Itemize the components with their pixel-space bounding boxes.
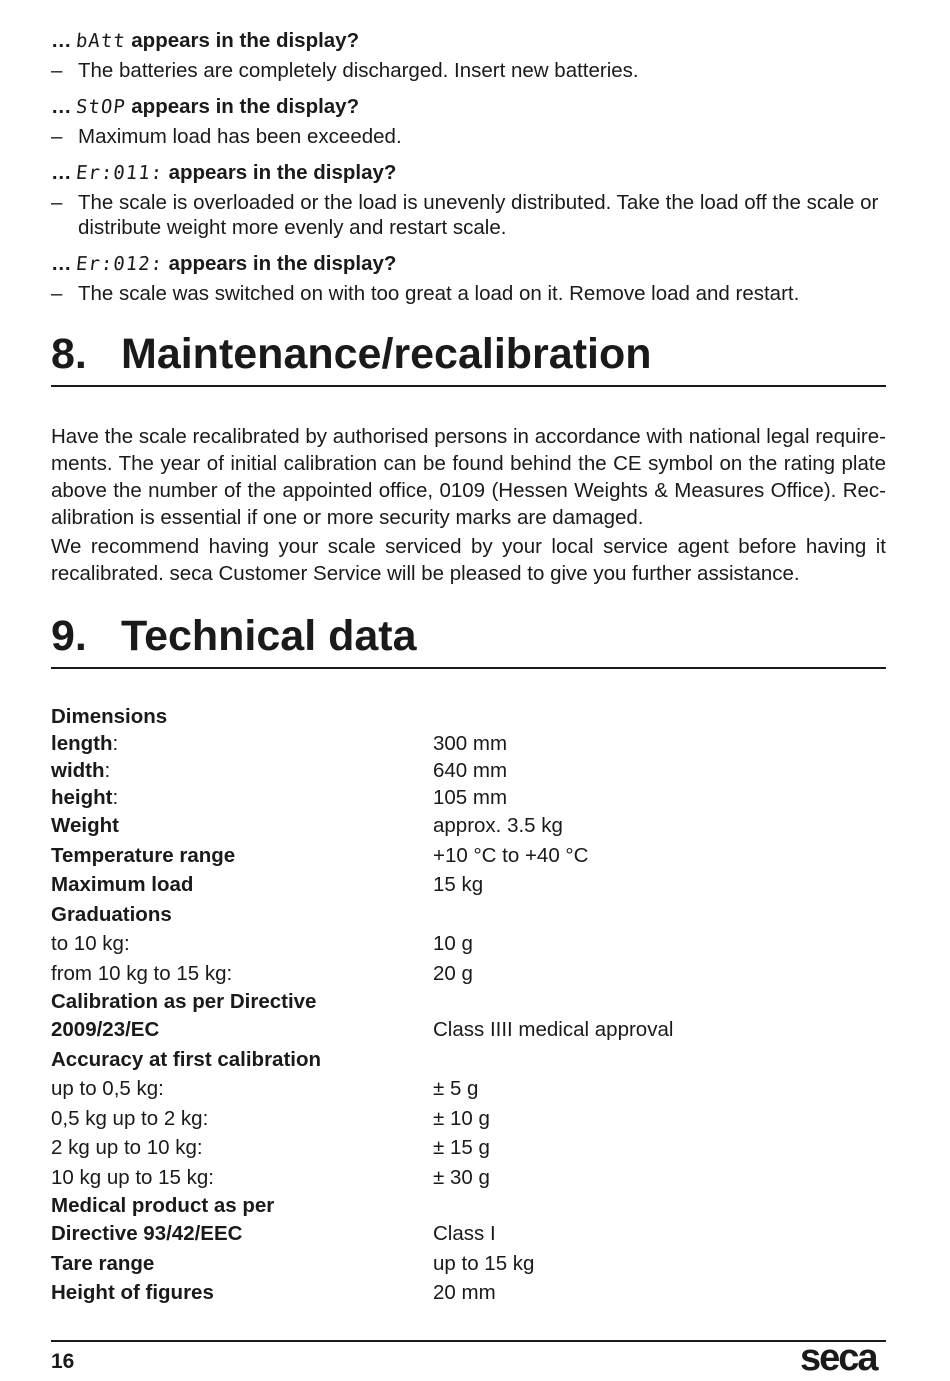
- table-row: from 10 kg to 15 kg: 20 g: [51, 961, 473, 985]
- trouble-question-batt: … bAtt appears in the display?: [51, 29, 360, 52]
- table-row: Tare range up to 15 kg: [51, 1251, 535, 1275]
- table-row: Dimensions: [51, 705, 168, 728]
- section-9-heading: 9. Technical data: [51, 612, 417, 660]
- table-row: Calibration as per Directive: [51, 990, 317, 1013]
- table-row: Medical product as per: [51, 1194, 275, 1217]
- section-8-paragraph-2: We recommend having your scale serviced by your local service agent before having it recalibrated. seca Customer Service will be pleased to give you further assistance.: [51, 535, 886, 585]
- table-row: height: 105 mm: [51, 786, 508, 809]
- table-row: Graduations: [51, 902, 172, 926]
- section-9-rule: [51, 667, 886, 669]
- technical-data-table: [51, 703, 886, 1308]
- table-row: Weight approx. 3.5 kg: [51, 814, 563, 837]
- table-row: to 10 kg: 10 g: [51, 932, 473, 955]
- table-row: Directive 93/42/EEC Class I: [51, 1222, 496, 1245]
- trouble-answer-stop: – Maximum load has been exceeded.: [51, 125, 402, 148]
- table-row: Accuracy at first calibration: [51, 1047, 322, 1071]
- table-row: length: 300 mm: [51, 732, 508, 755]
- table-row: 2 kg up to 10 kg: ± 15 g: [51, 1136, 490, 1159]
- table-row: Temperature range +10 °C to +40 °C: [51, 843, 589, 867]
- table-row: up to 0,5 kg: ± 5 g: [51, 1077, 479, 1100]
- trouble-answer-batt: – The batteries are completely discharged. Insert new batteries.: [51, 59, 639, 82]
- display-code-er012: Er:012:: [74, 253, 164, 275]
- footer-rule: [51, 1340, 886, 1342]
- section-8-heading: 8. Maintenance/recalibration: [51, 330, 652, 378]
- trouble-question-er011: … Er:011: appears in the display?: [51, 161, 397, 184]
- display-code-stop: StOP: [74, 96, 127, 118]
- section-8-rule: [51, 385, 886, 387]
- table-row: Height of figures 20 mm: [51, 1281, 496, 1304]
- trouble-answer-er011: – The scale is overloaded or the load is unevenly distributed. Take the load off the scale or distribute weight more evenly and restart scale.: [51, 191, 879, 239]
- display-code-er011: Er:011:: [74, 162, 164, 184]
- table-row: 10 kg up to 15 kg: ± 30 g: [51, 1165, 490, 1189]
- trouble-question-er012: … Er:012: appears in the display?: [51, 252, 397, 275]
- seca-logo: seca: [800, 1337, 877, 1379]
- trouble-question-stop: … StOP appears in the display?: [51, 95, 360, 118]
- page-number: 16: [51, 1350, 75, 1373]
- table-row: 2009/23/EC Class IIII medical approval: [51, 1018, 674, 1041]
- table-row: width: 640 mm: [51, 759, 508, 782]
- table-row: 0,5 kg up to 2 kg: ± 10 g: [51, 1106, 490, 1130]
- section-8-paragraph-1: Have the scale recalibrated by authorised persons in accordance with national legal require- ments. The year of initial calibration can be found behind the CE symbol on the rating plate above the number of the appointed office, 0109 (Hessen Weights & Measures Office). Rec- alibration is essential if one or more security marks are damaged.: [51, 425, 886, 529]
- display-code-batt: bAtt: [74, 30, 127, 52]
- trouble-answer-er012: – The scale was switched on with too great a load on it. Remove load and restart.: [51, 282, 800, 305]
- table-row: Maximum load 15 kg: [51, 873, 484, 896]
